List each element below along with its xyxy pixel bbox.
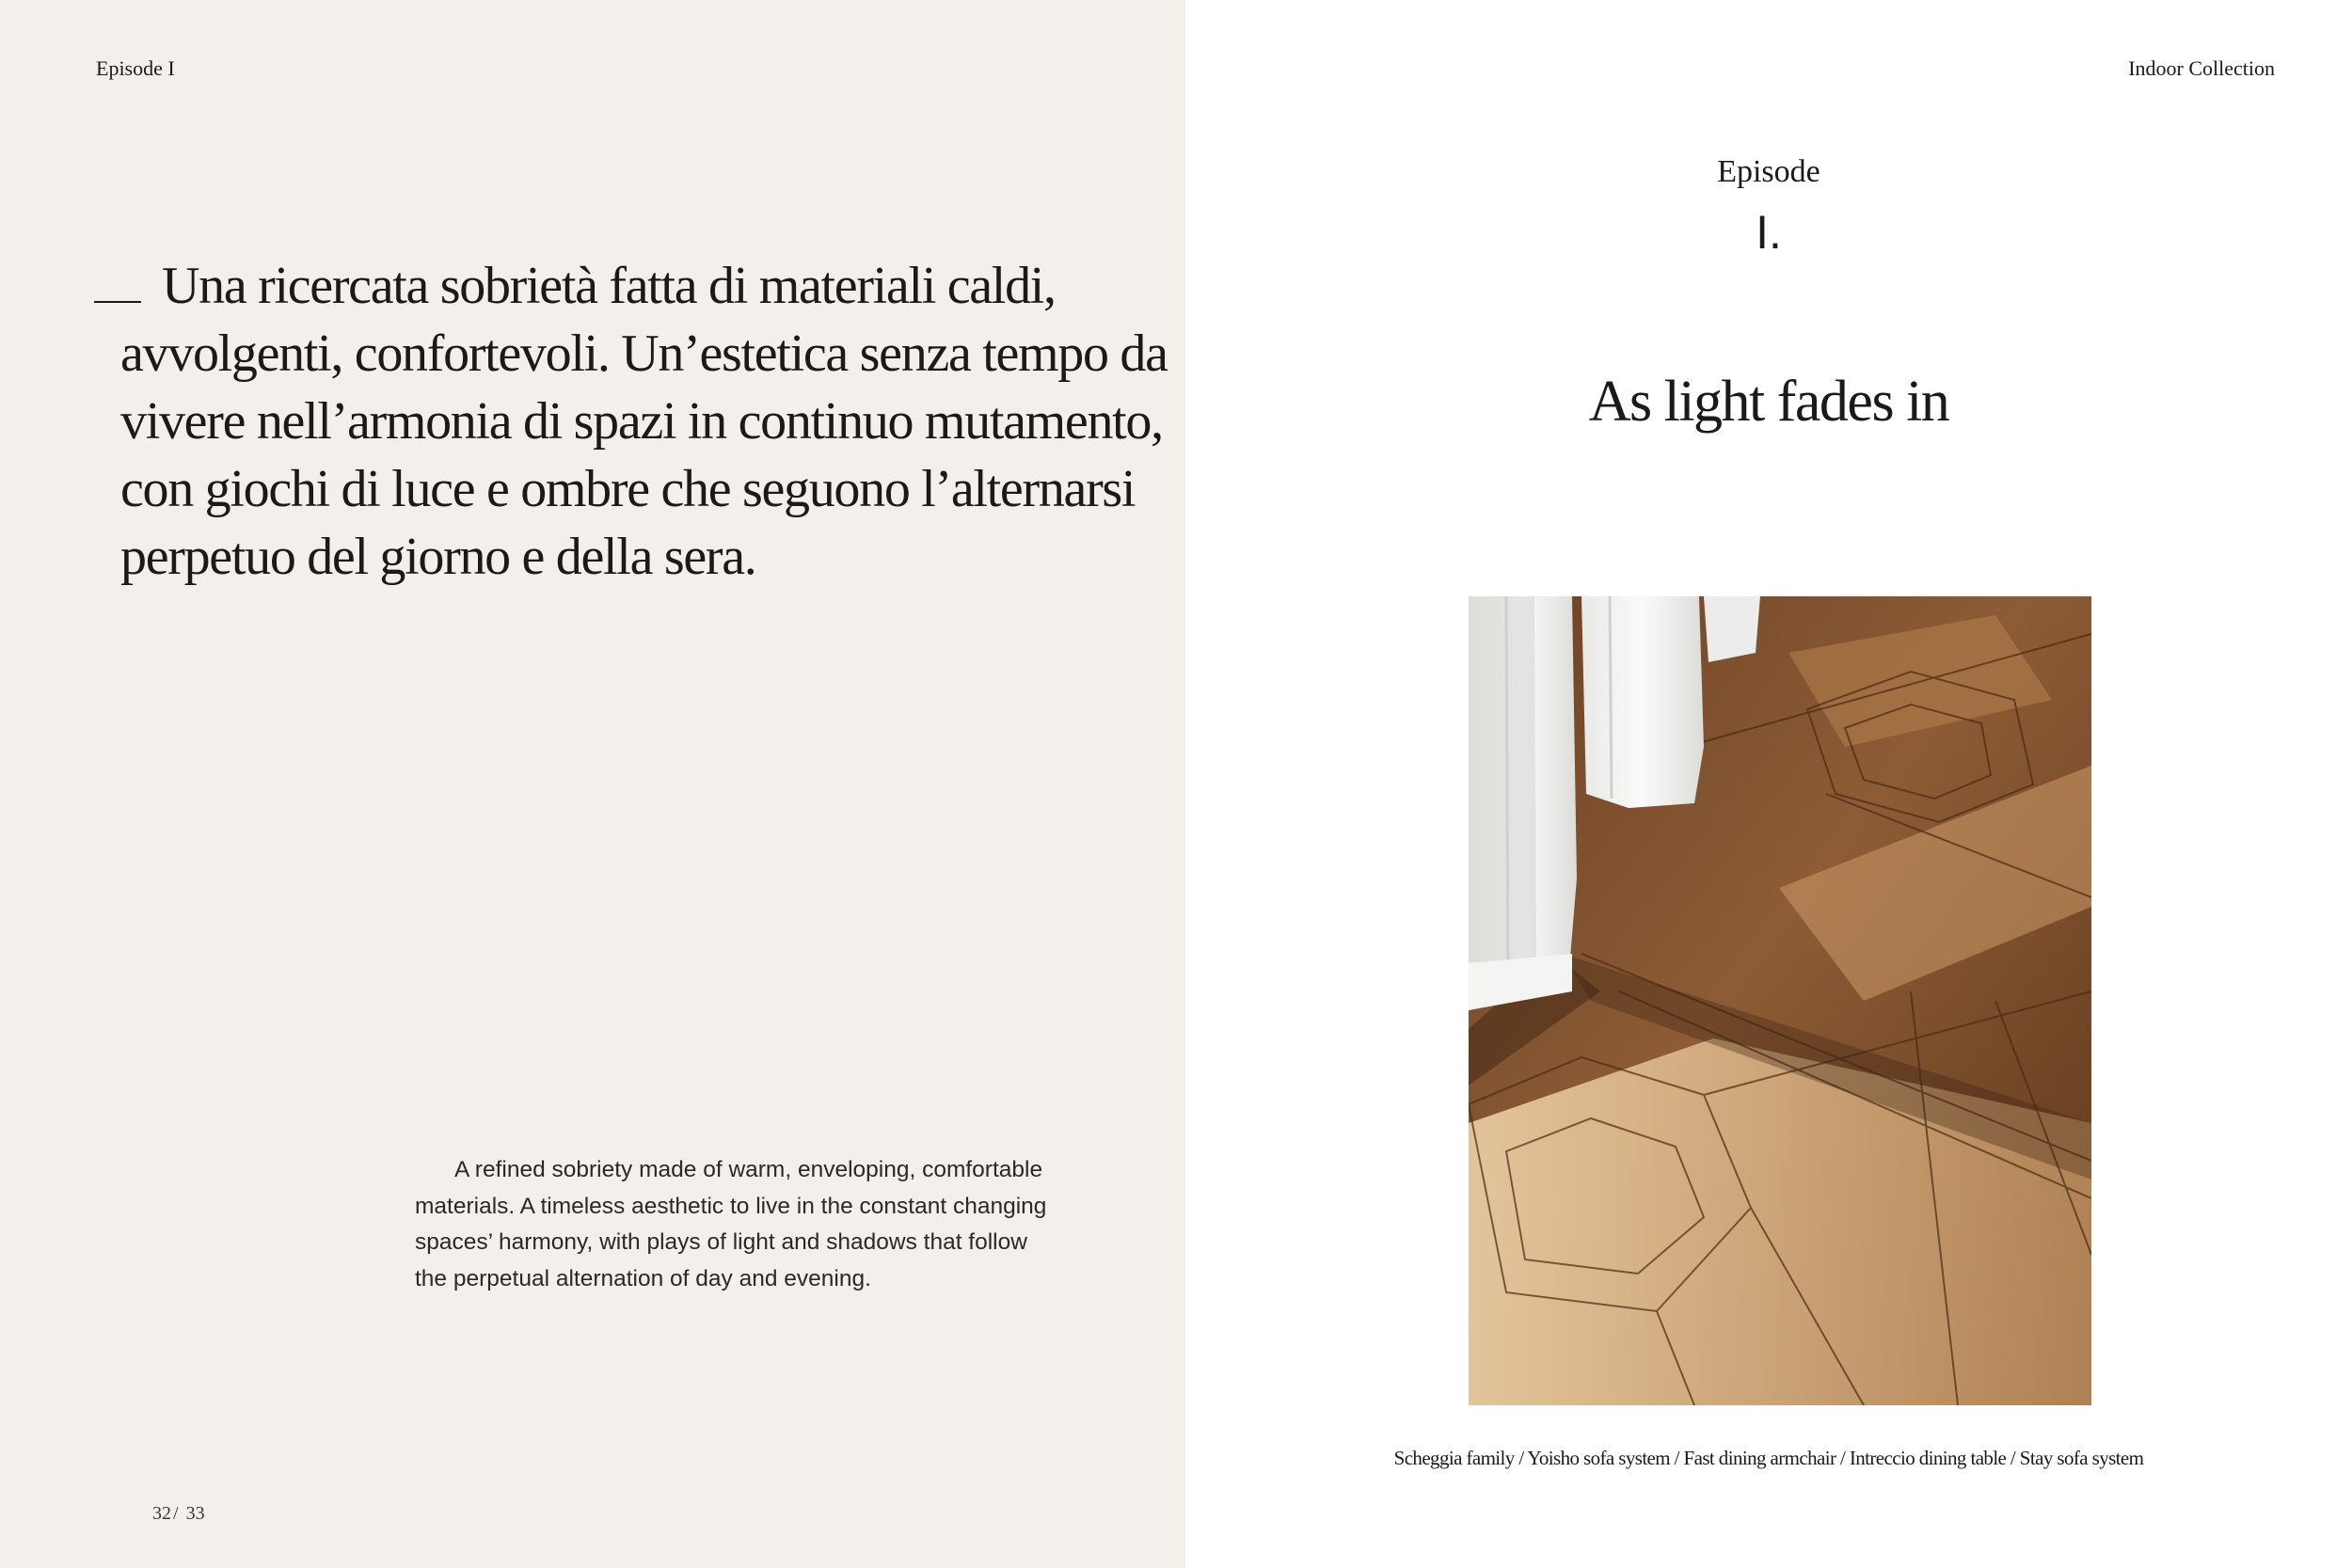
quote-line: perpetuo del giorno e della sera. — [120, 528, 756, 586]
quote-text — [94, 252, 1168, 591]
section-title: As light fades in — [1588, 370, 1949, 434]
quote-line: con giochi di luce e ombre che seguono l’alternarsi — [120, 460, 1136, 518]
running-head-left: Episode I — [96, 56, 175, 80]
italian-quote — [94, 252, 1168, 591]
episode-number: I. — [1756, 206, 1782, 259]
page-numbers — [152, 1503, 205, 1525]
right-page — [1185, 0, 2352, 1568]
body-line: A refined sobriety made of warm, enveloping, comfortable — [454, 1157, 1043, 1182]
page-number-separator: / — [173, 1503, 179, 1524]
quote-line: Una ricercata sobrietà fatta di materiali caldi, — [162, 257, 1056, 315]
page-number-left: 32 — [152, 1503, 171, 1524]
quote-dash — [94, 301, 141, 303]
body-line: the perpetual alternation of day and evening. — [415, 1265, 871, 1291]
english-body-text — [415, 1152, 1092, 1297]
episode-label: Episode — [1717, 154, 1820, 189]
body-line: spaces’ harmony, with plays of light and shadows that follow — [415, 1229, 1027, 1255]
body-line: materials. A timeless aesthetic to live in the constant changing — [415, 1193, 1047, 1219]
parquet-curtain-photo — [1469, 596, 2091, 1405]
page-number-right: 33 — [185, 1503, 205, 1524]
photo-illustration — [1469, 596, 2091, 1405]
photo-caption: Scheggia family / Yoisho sofa system / Fast dining armchair / Intreccio dining table / Stay sofa system — [1393, 1447, 2144, 1469]
quote-line: avvolgenti, confortevoli. Un’estetica senza tempo da — [120, 325, 1168, 383]
running-head-right: Indoor Collection — [2128, 56, 2275, 80]
quote-line: vivere nell’armonia di spazi in continuo mutamento, — [120, 392, 1163, 451]
